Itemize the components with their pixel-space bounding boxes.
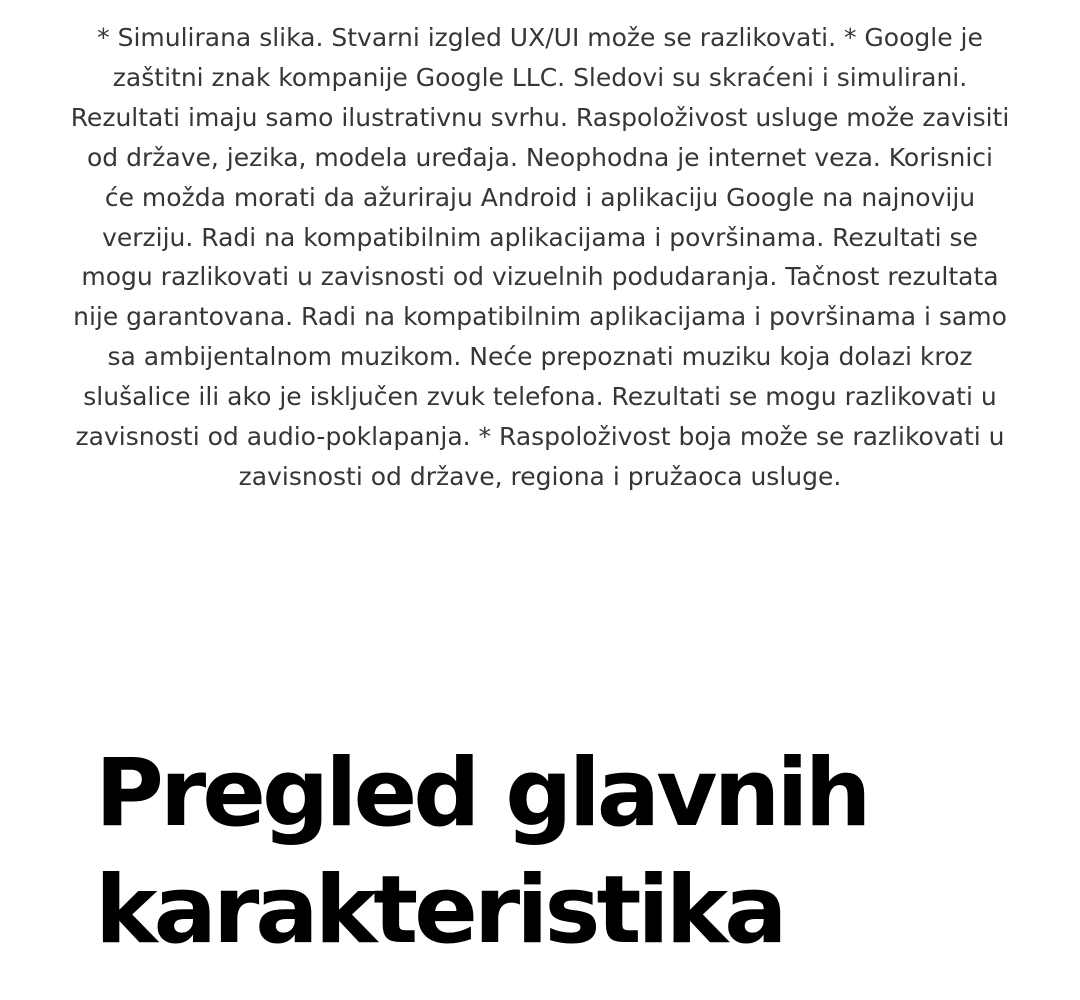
section-title: Pregled glavnih karakteristika xyxy=(95,739,868,965)
legal-disclaimer: * Simulirana slika. Stvarni izgled UX/UI može se razlikovati. * Google je zaštitni znak kompanije Google LLC. Sledovi su skraćeni i simulirani. Rezultati imaju samo ilustrativnu svrhu. Raspoloživost usluge može zavisiti od države, jezika, modela uređaja. Neophodna je internet veza. Korisnici će možda morati da ažuriraju Android i aplikaciju Google na najnoviju verziju. Radi na kompatibilnim aplikacijama i površinama. Rezultati se mogu razlikovati u zavisnosti od vizuelnih podudaranja. Tačnost rezultata nije garantovana. Radi na kompatibilnim aplikacijama i površinama i samo sa ambijentalnom muzikom. Neće prepoznati muziku koja dolazi kroz slušalice ili ako je isključen zvuk telefona. Rezultati se mogu razlikovati u zavisnosti od audio-poklapanja. * Raspoloživost boja može se razlikovati u zavisnosti od države, regiona i pružaoca usluge. xyxy=(70,23,1010,491)
